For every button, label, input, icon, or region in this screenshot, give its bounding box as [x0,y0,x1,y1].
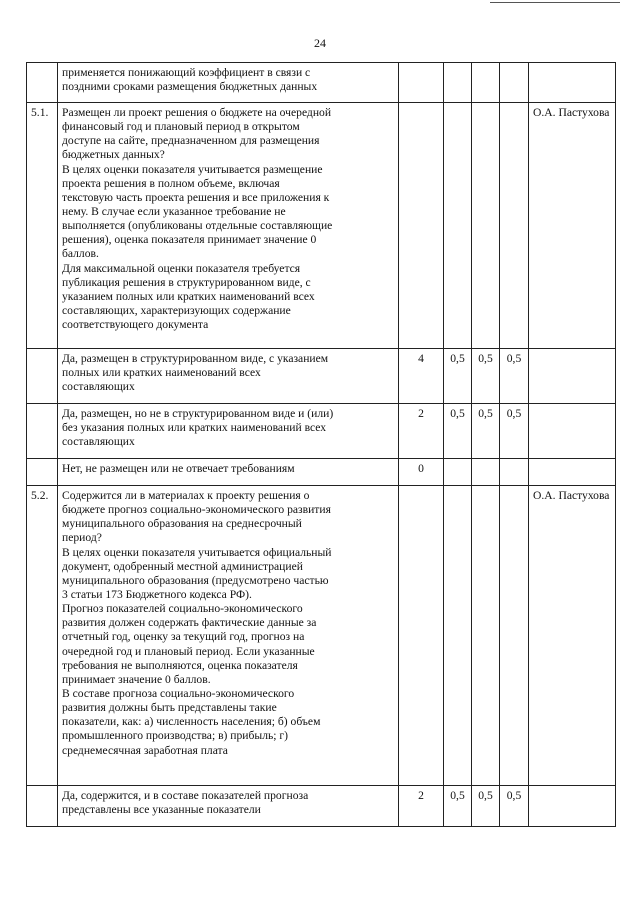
criterion-line: период? [62,531,102,545]
sub-score-cell: 0,5 [444,786,472,827]
criterion-text [58,103,399,349]
table-row [27,404,616,459]
table-row [27,486,616,786]
score-cell: 2 [399,786,444,827]
item-number [27,349,58,404]
criterion-line: выполняется (опубликованы отдельные составляющие [62,219,333,233]
criterion-line: отчетный год, оценку за текущий год, прогноз на [62,630,305,644]
table-row [27,103,616,349]
criterion-line: баллов. [62,247,99,261]
criterion-line: документ, одобренный местной администрацией [62,559,303,573]
table-row [27,459,616,486]
criterion-line: Прогноз показателей социально-экономического [62,602,303,616]
criterion-line: бюджетных данных? [62,148,165,162]
table-row [27,786,616,827]
sub-score-cell [444,486,472,786]
criterion-line: В целях оценки показателя учитывается официальный [62,545,332,559]
criterion-line: Нет, не размещен или не отвечает требованиям [62,462,295,475]
sub-score-cell [444,459,472,486]
criterion-line: представлены все указанные показатели [62,803,261,817]
sub-score-cell: 0,5 [500,349,529,404]
criterion-line: Для максимальной оценки показателя требуется [62,261,301,275]
criterion-line: муниципального образования на среднесрочный [62,517,302,531]
criterion-line: составляющих [62,435,135,449]
criterion-line: публикация решения в структурированном виде, с [62,275,311,289]
criterion-line: поздними сроками размещения бюджетных данных [62,80,318,94]
criterion-text [58,63,399,103]
score-cell: 4 [399,349,444,404]
criterion-line: финансовый год и плановый период в открытом [62,120,300,134]
criterion-text [58,459,399,486]
criterion-line: Да, содержится, и в составе показателей прогноза [62,789,309,802]
criterion-line: проекта решения в полном объеме, включая [62,176,280,190]
criterion-line: В составе прогноза социально-экономического [62,686,295,700]
sub-score-cell [500,459,529,486]
criterion-line: промышленного производства; в) прибыль; г) [62,729,289,743]
criterion-line: требования не выполняются, оценка показателя [62,658,298,672]
sub-score-cell: 0,5 [444,404,472,459]
criterion-line: полных или кратких наименований всех [62,366,261,380]
criteria-table [26,62,616,827]
item-number [27,786,58,827]
criterion-text [58,349,399,404]
criterion-line: без указания полных или кратких наименований всех [62,421,327,435]
criterion-line: В целях оценки показателя учитывается размещение [62,162,323,176]
score-cell [399,486,444,786]
sub-score-cell: 0,5 [472,349,500,404]
criterion-line: Да, размещен, но не в структурированном виде и (или) [62,407,334,420]
sub-score-cell [472,459,500,486]
score-cell [399,103,444,349]
score-cell [399,63,444,103]
criterion-line: Размещен ли проект решения о бюджете на очередной [62,106,332,119]
criterion-line: доступе на сайте, предназначенном для размещения [62,134,320,148]
criterion-line: решения), оценка показателя принимает значение 0 [62,233,317,247]
criterion-line: 3 статьи 173 Бюджетного кодекса РФ). [62,587,252,601]
sub-score-cell: 0,5 [500,786,529,827]
item-number: 5.2. [27,486,58,786]
criterion-line: развития должен содержать фактические данные за [62,616,317,630]
score-cell: 0 [399,459,444,486]
sub-score-cell [500,103,529,349]
criterion-line: составляющих, характеризующих содержание [62,303,291,317]
criterion-line: показатели, как: а) численность населения; б) объем [62,715,321,729]
item-number [27,63,58,103]
item-number [27,404,58,459]
sub-score-cell [472,486,500,786]
sub-score-cell [500,63,529,103]
sub-score-cell [472,63,500,103]
responsible-cell: О.А. Пастухова [529,486,616,786]
criterion-line: муниципального образования (предусмотрено частью [62,573,329,587]
criterion-line: очередной год и плановый период. Если указанные [62,644,315,658]
responsible-cell [529,404,616,459]
responsible-cell [529,63,616,103]
sub-score-cell: 0,5 [472,404,500,459]
sub-score-cell [444,103,472,349]
sub-score-cell [500,486,529,786]
top-rule [490,2,620,3]
criterion-text [58,786,399,827]
table-row [27,63,616,103]
score-cell: 2 [399,404,444,459]
responsible-cell [529,786,616,827]
sub-score-cell [472,103,500,349]
criterion-line: указанием полных или кратких наименований всех [62,289,315,303]
sub-score-cell: 0,5 [500,404,529,459]
criterion-line: Содержится ли в материалах к проекту решения о [62,489,310,502]
criterion-line: соответствующего документа [62,318,209,332]
criterion-line: Да, размещен в структурированном виде, с указанием [62,352,329,365]
table-row [27,349,616,404]
criterion-text [58,404,399,459]
responsible-cell [529,349,616,404]
criterion-line: применяется понижающий коэффициент в связи с [62,66,311,79]
sub-score-cell: 0,5 [444,349,472,404]
criterion-line: среднемесячная заработная плата [62,743,228,757]
item-number [27,459,58,486]
sub-score-cell [444,63,472,103]
criterion-line: нему. В случае если указанное требование не [62,204,286,218]
item-number: 5.1. [27,103,58,349]
criterion-line: развития должны быть представлены такие [62,701,277,715]
criterion-line: бюджете прогноз социально-экономического развития [62,503,331,517]
page-number: 24 [314,36,326,50]
criterion-line: принимает значение 0 баллов. [62,672,211,686]
responsible-cell: О.А. Пастухова [529,103,616,349]
sub-score-cell: 0,5 [472,786,500,827]
responsible-cell [529,459,616,486]
criterion-text [58,486,399,786]
criterion-line: текстовую часть проекта решения и все приложения к [62,190,330,204]
criterion-line: составляющих [62,380,135,394]
